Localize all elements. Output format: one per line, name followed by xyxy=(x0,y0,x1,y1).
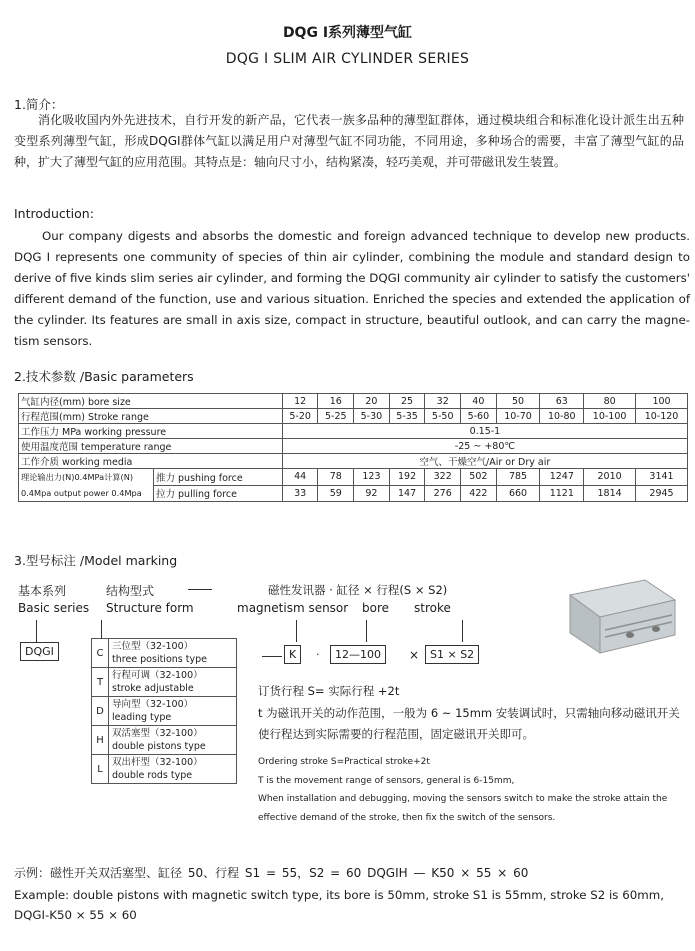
push-cell: 3141 xyxy=(636,469,688,486)
stroke-cell: 10-70 xyxy=(496,409,540,424)
pull-cell: 59 xyxy=(318,485,354,502)
push-cell: 123 xyxy=(354,469,390,486)
example-en: Example: double pistons with magnetic switch type, its bore is 50mm, stroke S1 is 55mm, stroke S2 is 60mm, xyxy=(14,888,664,902)
push-cell: 322 xyxy=(425,469,461,486)
times-symbol: × xyxy=(409,648,420,662)
table-row xyxy=(19,439,688,454)
bore-cell: 40 xyxy=(461,394,497,409)
stroke-label-cn: 行程范围(mm) xyxy=(21,412,85,423)
stroke-cell: 5-20 xyxy=(282,409,318,424)
form-en: stroke adjustable xyxy=(112,683,194,694)
t-explanation-cn: t 为磁讯开关的动作范围，一般为 6 ~ 15mm 安装调试时，只需轴向移动磁讯开关使行程达到实际需要的行程范围，固定磁讯开关即可。 xyxy=(258,706,680,741)
pull-cell: 2945 xyxy=(636,485,688,502)
table-row xyxy=(19,469,688,486)
dot-separator: · xyxy=(316,648,320,661)
bore-cell: 80 xyxy=(584,394,636,409)
pull-cell: 1121 xyxy=(540,485,584,502)
bore-label-en: bore size xyxy=(87,397,131,408)
form-key: C xyxy=(92,639,109,668)
pull-label: 拉力 pulling force xyxy=(154,485,283,502)
stroke-expr-box: S1 × S2 xyxy=(425,645,479,664)
media-value: 空气、干燥空气/Air or Dry air xyxy=(282,454,687,469)
pull-cell: 147 xyxy=(389,485,425,502)
form-en: double pistons type xyxy=(112,741,206,752)
params-heading: 2.技术参数 /Basic parameters xyxy=(14,369,194,384)
stroke-label-en: Stroke range xyxy=(87,412,149,423)
code-box: DQGI xyxy=(20,642,59,661)
temp-value: -25 ~ +80℃ xyxy=(282,439,687,454)
intro-heading-en: Introduction: xyxy=(14,206,94,221)
form-cn: 导向型（32-100） xyxy=(112,699,194,710)
basic-series-en: Basic series xyxy=(18,601,90,615)
form-key: L xyxy=(92,755,109,784)
stroke-cell: 5-35 xyxy=(389,409,425,424)
example-code: DQGI-K50 × 55 × 60 xyxy=(14,908,137,922)
pull-cell: 276 xyxy=(425,485,461,502)
form-en: three positions type xyxy=(112,654,207,665)
sensor-cn: 磁性发讯器 · 缸径 × 行程(S × S2) xyxy=(268,583,448,597)
bore-cell: 32 xyxy=(425,394,461,409)
push-cell: 1247 xyxy=(540,469,584,486)
bore-cell: 12 xyxy=(282,394,318,409)
marking-heading: 3.型号标注 /Model marking xyxy=(14,553,178,568)
connector-line xyxy=(366,620,367,642)
bore-cell: 50 xyxy=(496,394,540,409)
connector-line xyxy=(296,620,297,642)
order-stroke-cn: 订货行程 S= 实际行程 +2t xyxy=(258,684,400,698)
temp-label-en: temperature range xyxy=(81,442,172,453)
table-row xyxy=(92,726,237,755)
table-row xyxy=(19,394,688,409)
stroke-cell: 10-100 xyxy=(584,409,636,424)
table-row xyxy=(92,639,237,668)
bore-cell: 16 xyxy=(318,394,354,409)
form-key: D xyxy=(92,697,109,726)
pressure-label-en: working pressure xyxy=(84,427,167,438)
push-cell: 502 xyxy=(461,469,497,486)
media-label-cn: 工作介质 xyxy=(21,457,60,468)
form-cn: 双活塞型（32-100） xyxy=(112,728,203,739)
stroke-cell: 10-120 xyxy=(636,409,688,424)
bore-cell: 63 xyxy=(540,394,584,409)
pull-cell: 92 xyxy=(354,485,390,502)
table-row xyxy=(92,755,237,784)
bore-cell: 25 xyxy=(389,394,425,409)
push-label: 推力 pushing force xyxy=(154,469,283,486)
form-cn: 三位型（32-100） xyxy=(112,641,194,652)
output-label-1: 理论输出力(N)0.4MPa计算(N) xyxy=(21,472,134,482)
stroke-cell: 5-30 xyxy=(354,409,390,424)
form-en: leading type xyxy=(112,712,172,723)
push-cell: 44 xyxy=(282,469,318,486)
structure-form-en: Structure form xyxy=(106,601,194,615)
structure-form-cn: 结构型式 xyxy=(106,584,155,598)
bore-en: bore xyxy=(362,601,390,615)
form-key: T xyxy=(92,668,109,697)
push-cell: 2010 xyxy=(584,469,636,486)
bore-cell: 100 xyxy=(636,394,688,409)
sensor-en: magnetism sensor xyxy=(237,601,349,615)
connector-line xyxy=(101,620,102,638)
dash-line xyxy=(188,589,212,590)
output-label-2: 0.4Mpa output power 0.4Mpa xyxy=(21,488,142,498)
stroke-cell: 10-80 xyxy=(540,409,584,424)
push-cell: 192 xyxy=(389,469,425,486)
installation-note-en: When installation and debugging, moving the sensors switch to make the stroke attain the effective demand of the stroke, then fix the switch of the sensors. xyxy=(258,794,668,823)
t-explanation-en: T is the movement range of sensors, general is 6-15mm, xyxy=(258,776,515,786)
bore-cell: 20 xyxy=(354,394,390,409)
pressure-value: 0.15-1 xyxy=(282,424,687,439)
bore-range-box: 12—100 xyxy=(330,645,386,664)
parameters-table xyxy=(18,393,688,502)
table-row xyxy=(19,424,688,439)
table-row xyxy=(19,454,688,469)
intro-heading-cn: 1.简介： xyxy=(14,97,64,112)
form-cn: 双出杆型（32-100） xyxy=(112,757,203,768)
example-cn: 示例：磁性开关双活塞型、缸径 50、行程 S1 = 55，S2 = 60 DQGIH — K50 × 55 × 60 xyxy=(14,866,529,880)
stroke-en: stroke xyxy=(414,601,451,615)
intro-body-cn: 消化吸收国内外先进技术，自行开发的新产品，它代表一族多品种的薄型缸群体，通过模块组合和标准化设计派生出五种变型系列薄型气缸，形成DQGI群体气缸以满足用户对薄型气缸不同功能，不同用途，多种场合的需要，丰富了薄型气缸的品种，扩大了薄型气缸的应用范围。其特点是：轴向尺寸小，结构紧凑，轻巧美观，并可带磁讯发生装置。 xyxy=(14,113,684,169)
form-en: double rods type xyxy=(112,770,193,781)
pull-cell: 422 xyxy=(461,485,497,502)
stroke-cell: 5-50 xyxy=(425,409,461,424)
connector-line xyxy=(462,620,463,642)
title-cn: DQG Ⅰ系列薄型气缸 xyxy=(282,25,413,41)
structure-form-table xyxy=(91,638,237,784)
order-stroke-en: Ordering stroke S=Practical stroke+2t xyxy=(258,757,430,767)
table-row xyxy=(92,697,237,726)
bore-label-cn: 气缸内径(mm) xyxy=(21,397,85,408)
title-en: DQG I SLIM AIR CYLINDER SERIES xyxy=(225,51,470,67)
dash-line xyxy=(262,656,282,657)
intro-body-en: Our company digests and absorbs the domestic and foreign advanced technique to develop new products. DQG I represents one community of species of thin air cylinder, combining the module and standard design to derive of five kinds slim series air cylinder, and forming the DQGI community air cylinder to satisfy the customers' different demand of the function, use and various situation. Enriched the species and extended the application of the cylinder. Its features are small in axis size, compact in structure, beautiful outlook, and can carry the magne-tism sensors. xyxy=(14,229,690,348)
basic-series-cn: 基本系列 xyxy=(18,584,67,598)
form-key: H xyxy=(92,726,109,755)
pull-cell: 33 xyxy=(282,485,318,502)
pressure-label-cn: 工作压力 MPa xyxy=(21,427,82,438)
media-label-en: working media xyxy=(62,457,133,468)
connector-line xyxy=(36,620,37,642)
cylinder-photo xyxy=(560,575,680,655)
stroke-cell: 5-60 xyxy=(461,409,497,424)
table-row xyxy=(92,668,237,697)
pull-cell: 660 xyxy=(496,485,540,502)
k-box: K xyxy=(284,645,301,664)
pull-cell: 1814 xyxy=(584,485,636,502)
table-row xyxy=(19,409,688,424)
stroke-cell: 5-25 xyxy=(318,409,354,424)
form-cn: 行程可调（32-100） xyxy=(112,670,203,681)
push-cell: 785 xyxy=(496,469,540,486)
push-cell: 78 xyxy=(318,469,354,486)
temp-label-cn: 使用温度范围 xyxy=(21,442,79,453)
